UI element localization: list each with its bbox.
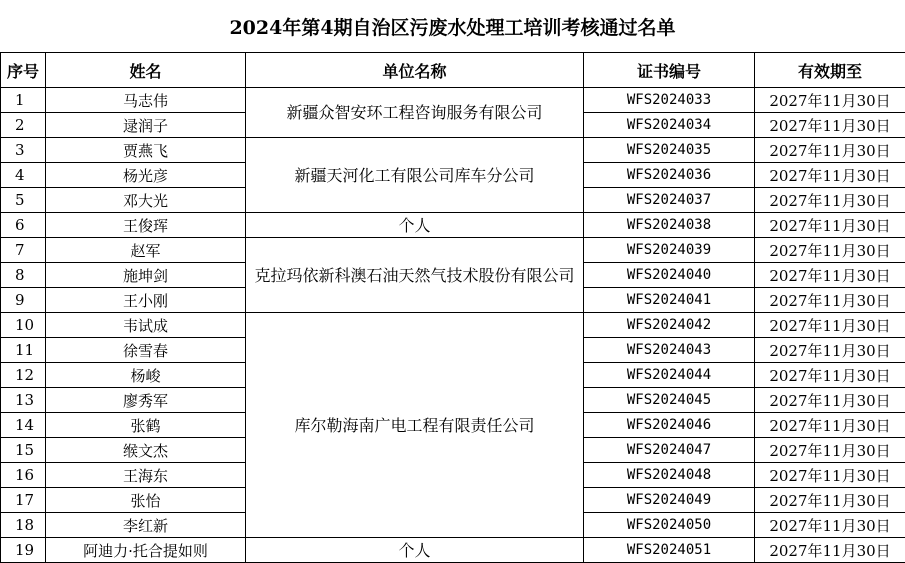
name-cell: 王小刚 bbox=[46, 288, 246, 313]
cert-cell: WFS2024033 bbox=[584, 88, 755, 113]
unit-cell bbox=[246, 238, 584, 313]
name-cell: 李红新 bbox=[46, 513, 246, 538]
seq-cell: 15 bbox=[1, 438, 46, 463]
table-row bbox=[1, 313, 905, 338]
unit-text: 个人 bbox=[250, 539, 580, 562]
name-cell: 逯润子 bbox=[46, 113, 246, 138]
seq-cell: 1 bbox=[1, 88, 46, 113]
name-cell: 杨峻 bbox=[46, 363, 246, 388]
expiry-cell: 2027年11月30日 bbox=[755, 288, 905, 313]
name-cell: 廖秀军 bbox=[46, 388, 246, 413]
cert-cell: WFS2024042 bbox=[584, 313, 755, 338]
expiry-cell: 2027年11月30日 bbox=[755, 438, 905, 463]
expiry-cell: 2027年11月30日 bbox=[755, 463, 905, 488]
expiry-cell: 2027年11月30日 bbox=[755, 163, 905, 188]
seq-cell: 2 bbox=[1, 113, 46, 138]
cert-cell: WFS2024046 bbox=[584, 413, 755, 438]
expiry-cell: 2027年11月30日 bbox=[755, 313, 905, 338]
expiry-cell: 2027年11月30日 bbox=[755, 538, 905, 563]
expiry-cell: 2027年11月30日 bbox=[755, 213, 905, 238]
cert-cell: WFS2024047 bbox=[584, 438, 755, 463]
name-cell: 王海东 bbox=[46, 463, 246, 488]
name-cell: 赵军 bbox=[46, 238, 246, 263]
expiry-cell: 2027年11月30日 bbox=[755, 188, 905, 213]
header-name: 姓名 bbox=[46, 53, 246, 88]
name-cell: 缑文杰 bbox=[46, 438, 246, 463]
name-cell: 马志伟 bbox=[46, 88, 246, 113]
seq-cell: 17 bbox=[1, 488, 46, 513]
table-row bbox=[1, 88, 905, 113]
header-seq: 序号 bbox=[1, 53, 46, 88]
cert-cell: WFS2024034 bbox=[584, 113, 755, 138]
seq-cell: 3 bbox=[1, 138, 46, 163]
expiry-cell: 2027年11月30日 bbox=[755, 413, 905, 438]
unit-text: 新疆天河化工有限公司库车分公司 bbox=[250, 164, 580, 187]
name-cell: 韦试成 bbox=[46, 313, 246, 338]
cert-cell: WFS2024049 bbox=[584, 488, 755, 513]
table-row bbox=[1, 138, 905, 163]
cert-cell: WFS2024045 bbox=[584, 388, 755, 413]
table-row bbox=[1, 538, 905, 563]
seq-cell: 9 bbox=[1, 288, 46, 313]
name-cell: 阿迪力·托合提如则 bbox=[46, 538, 246, 563]
name-cell: 张鹤 bbox=[46, 413, 246, 438]
roster-table bbox=[0, 52, 905, 563]
seq-cell: 14 bbox=[1, 413, 46, 438]
seq-cell: 5 bbox=[1, 188, 46, 213]
unit-cell bbox=[246, 313, 584, 538]
expiry-cell: 2027年11月30日 bbox=[755, 263, 905, 288]
expiry-cell: 2027年11月30日 bbox=[755, 388, 905, 413]
expiry-cell: 2027年11月30日 bbox=[755, 113, 905, 138]
unit-cell bbox=[246, 138, 584, 213]
cert-cell: WFS2024038 bbox=[584, 213, 755, 238]
unit-text: 库尔勒海南广电工程有限责任公司 bbox=[250, 414, 580, 437]
name-cell: 张怡 bbox=[46, 488, 246, 513]
cert-cell: WFS2024050 bbox=[584, 513, 755, 538]
cert-cell: WFS2024035 bbox=[584, 138, 755, 163]
unit-cell bbox=[246, 213, 584, 238]
cert-cell: WFS2024039 bbox=[584, 238, 755, 263]
table-header-row bbox=[1, 53, 905, 88]
seq-cell: 18 bbox=[1, 513, 46, 538]
page-title: 2024年第4期自治区污废水处理工培训考核通过名单 bbox=[0, 0, 905, 52]
expiry-cell: 2027年11月30日 bbox=[755, 238, 905, 263]
seq-cell: 16 bbox=[1, 463, 46, 488]
name-cell: 施坤剑 bbox=[46, 263, 246, 288]
cert-cell: WFS2024037 bbox=[584, 188, 755, 213]
expiry-cell: 2027年11月30日 bbox=[755, 138, 905, 163]
unit-text: 个人 bbox=[250, 214, 580, 237]
cert-cell: WFS2024044 bbox=[584, 363, 755, 388]
seq-cell: 8 bbox=[1, 263, 46, 288]
seq-cell: 11 bbox=[1, 338, 46, 363]
seq-cell: 7 bbox=[1, 238, 46, 263]
name-cell: 徐雪春 bbox=[46, 338, 246, 363]
unit-text: 克拉玛依新科澳石油天然气技术股份有限公司 bbox=[250, 264, 580, 287]
seq-cell: 4 bbox=[1, 163, 46, 188]
name-cell: 贾燕飞 bbox=[46, 138, 246, 163]
seq-cell: 6 bbox=[1, 213, 46, 238]
header-cert: 证书编号 bbox=[584, 53, 755, 88]
cert-cell: WFS2024051 bbox=[584, 538, 755, 563]
cert-cell: WFS2024043 bbox=[584, 338, 755, 363]
header-unit: 单位名称 bbox=[246, 53, 584, 88]
seq-cell: 10 bbox=[1, 313, 46, 338]
seq-cell: 19 bbox=[1, 538, 46, 563]
table-row bbox=[1, 238, 905, 263]
name-cell: 王俊珲 bbox=[46, 213, 246, 238]
expiry-cell: 2027年11月30日 bbox=[755, 338, 905, 363]
name-cell: 杨光彦 bbox=[46, 163, 246, 188]
cert-cell: WFS2024036 bbox=[584, 163, 755, 188]
unit-cell bbox=[246, 88, 584, 138]
name-cell: 邓大光 bbox=[46, 188, 246, 213]
unit-text: 新疆众智安环工程咨询服务有限公司 bbox=[250, 101, 580, 124]
expiry-cell: 2027年11月30日 bbox=[755, 488, 905, 513]
table-row bbox=[1, 213, 905, 238]
seq-cell: 13 bbox=[1, 388, 46, 413]
cert-cell: WFS2024048 bbox=[584, 463, 755, 488]
seq-cell: 12 bbox=[1, 363, 46, 388]
header-expiry: 有效期至 bbox=[755, 53, 905, 88]
expiry-cell: 2027年11月30日 bbox=[755, 88, 905, 113]
expiry-cell: 2027年11月30日 bbox=[755, 513, 905, 538]
cert-cell: WFS2024041 bbox=[584, 288, 755, 313]
unit-cell bbox=[246, 538, 584, 563]
expiry-cell: 2027年11月30日 bbox=[755, 363, 905, 388]
cert-cell: WFS2024040 bbox=[584, 263, 755, 288]
